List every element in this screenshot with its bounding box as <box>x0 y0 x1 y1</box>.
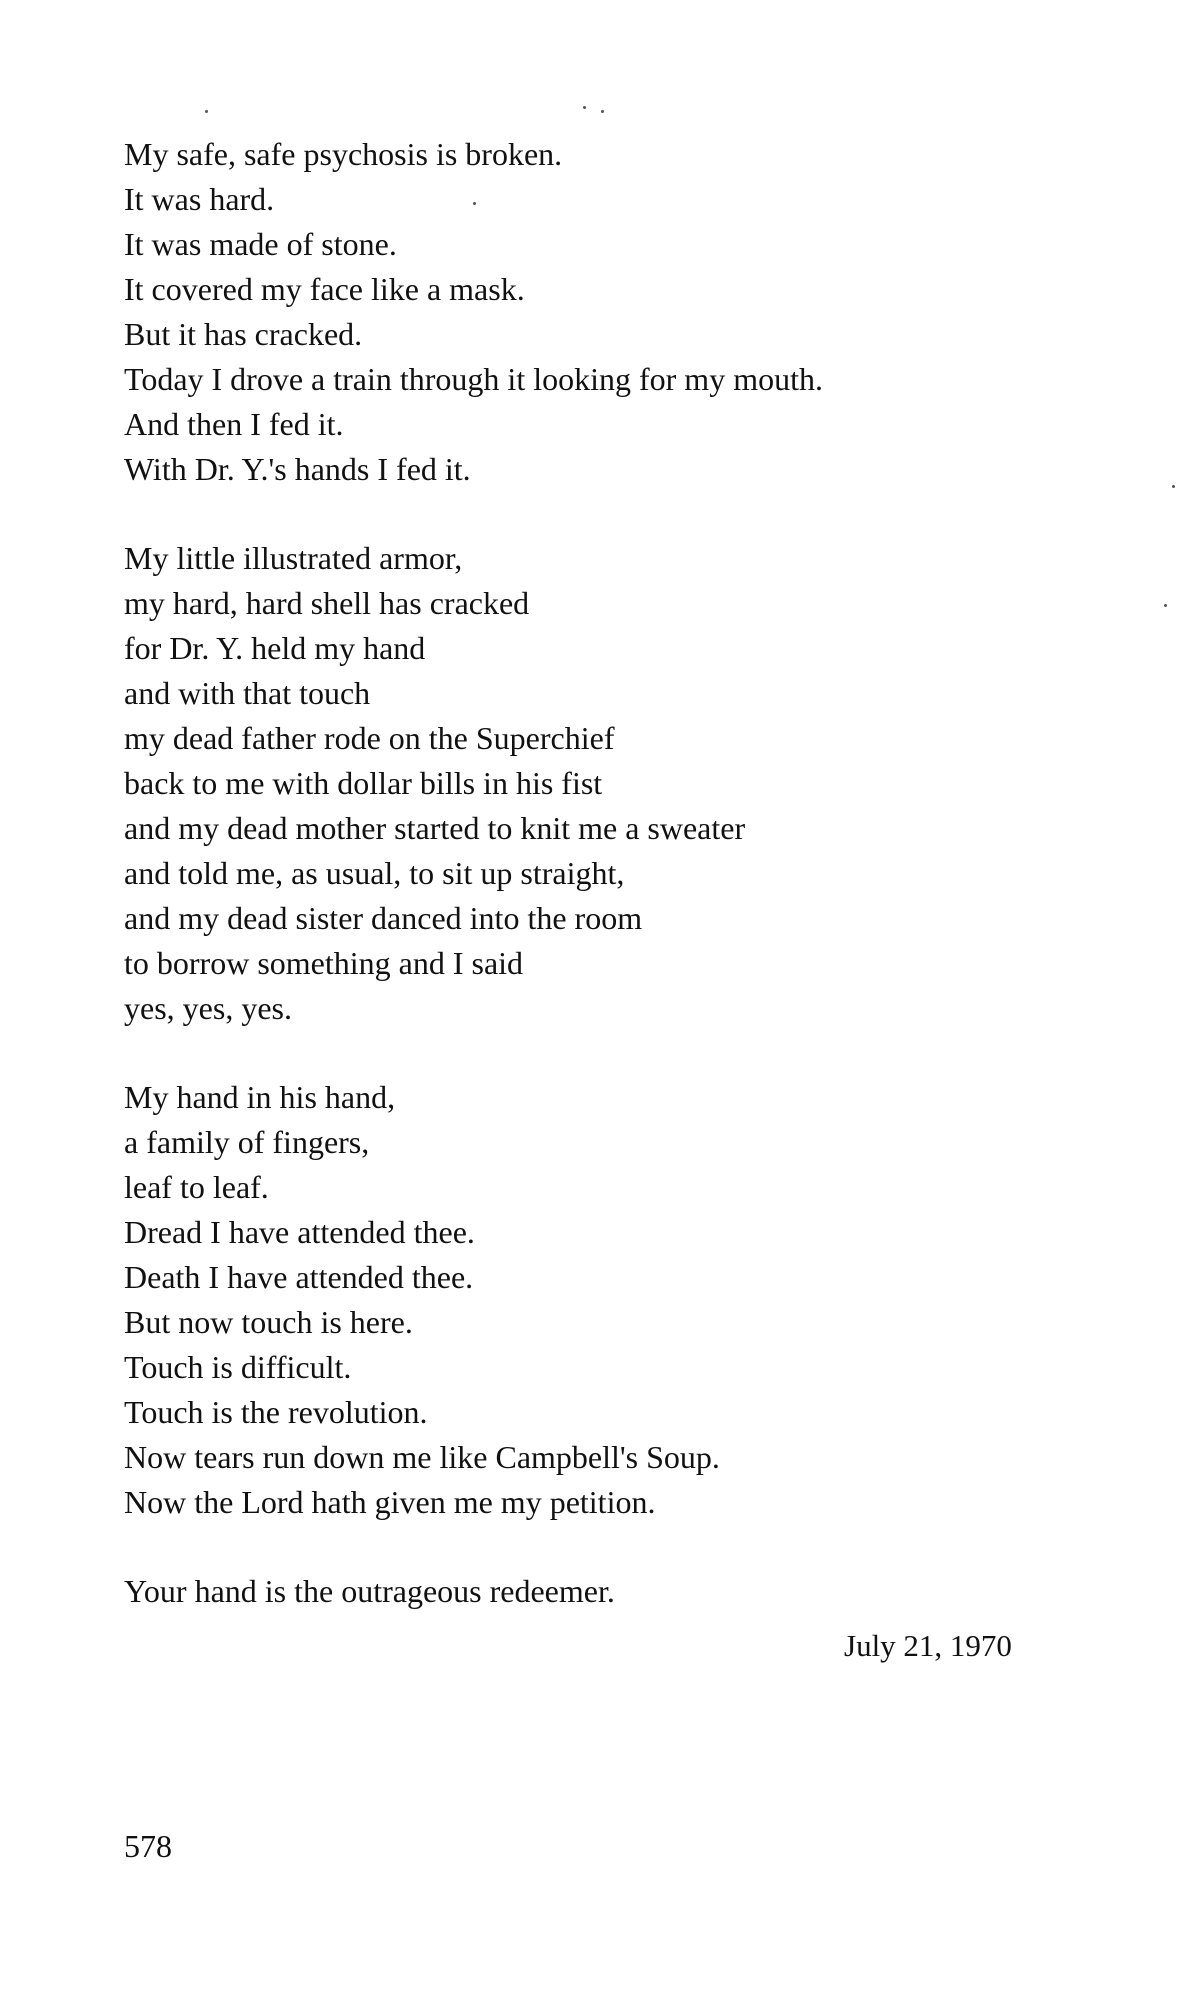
poem-date: July 21, 1970 <box>844 1628 1012 1663</box>
poem-line: my hard, hard shell has cracked <box>124 585 530 621</box>
poem-line: With Dr. Y.'s hands I fed it. <box>124 451 471 487</box>
poem-line: Now the Lord hath given me my petition. <box>124 1484 656 1520</box>
stanza-1 <box>124 132 1044 492</box>
poem-line: It was made of stone. <box>124 226 397 262</box>
poem-line: a family of fingers, <box>124 1124 370 1160</box>
scan-speck <box>601 110 604 113</box>
scan-speck <box>1172 485 1175 488</box>
poem-line: and told me, as usual, to sit up straight, <box>124 855 625 891</box>
poem-line: and my dead mother started to knit me a sweater <box>124 810 746 846</box>
poem-line: Your hand is the outrageous redeemer. <box>124 1573 615 1609</box>
poem-line: Touch is difficult. <box>124 1349 352 1385</box>
poem-line: and with that touch <box>124 675 371 711</box>
page-number: 578 <box>124 1828 172 1864</box>
poem-line: yes, yes, yes. <box>124 990 292 1026</box>
poem-line: My hand in his hand, <box>124 1079 396 1115</box>
poem-line: and my dead sister danced into the room <box>124 900 643 936</box>
poem-line: But now touch is here. <box>124 1304 413 1340</box>
poem-line: It covered my face like a mask. <box>124 271 525 307</box>
poem-line: Touch is the revolution. <box>124 1394 428 1430</box>
stanza-2 <box>124 536 1044 1031</box>
scan-speck <box>583 106 586 109</box>
stanza-4 <box>124 1569 1044 1614</box>
poem-line: Death I have attended thee. <box>124 1259 474 1295</box>
poem-line: And then I fed it. <box>124 406 344 442</box>
poem-line: It was hard. <box>124 181 275 217</box>
poem-line: My safe, safe psychosis is broken. <box>124 136 563 172</box>
poem-line: Dread I have attended thee. <box>124 1214 475 1250</box>
scan-speck <box>1164 604 1167 607</box>
poem-line: But it has cracked. <box>124 316 363 352</box>
poem-line: for Dr. Y. held my hand <box>124 630 426 666</box>
poem-line: to borrow something and I said <box>124 945 524 981</box>
poem-line: back to me with dollar bills in his fist <box>124 765 603 801</box>
poem-line: My little illustrated armor, <box>124 540 463 576</box>
scan-speck <box>205 110 208 113</box>
poem-line: leaf to leaf. <box>124 1169 269 1205</box>
poem-body <box>124 132 1044 1614</box>
stanza-3 <box>124 1075 1044 1525</box>
poem-line: Now tears run down me like Campbell's Soup. <box>124 1439 720 1475</box>
poem-line: my dead father rode on the Superchief <box>124 720 615 756</box>
poem-line: Today I drove a train through it looking for my mouth. <box>124 361 823 397</box>
